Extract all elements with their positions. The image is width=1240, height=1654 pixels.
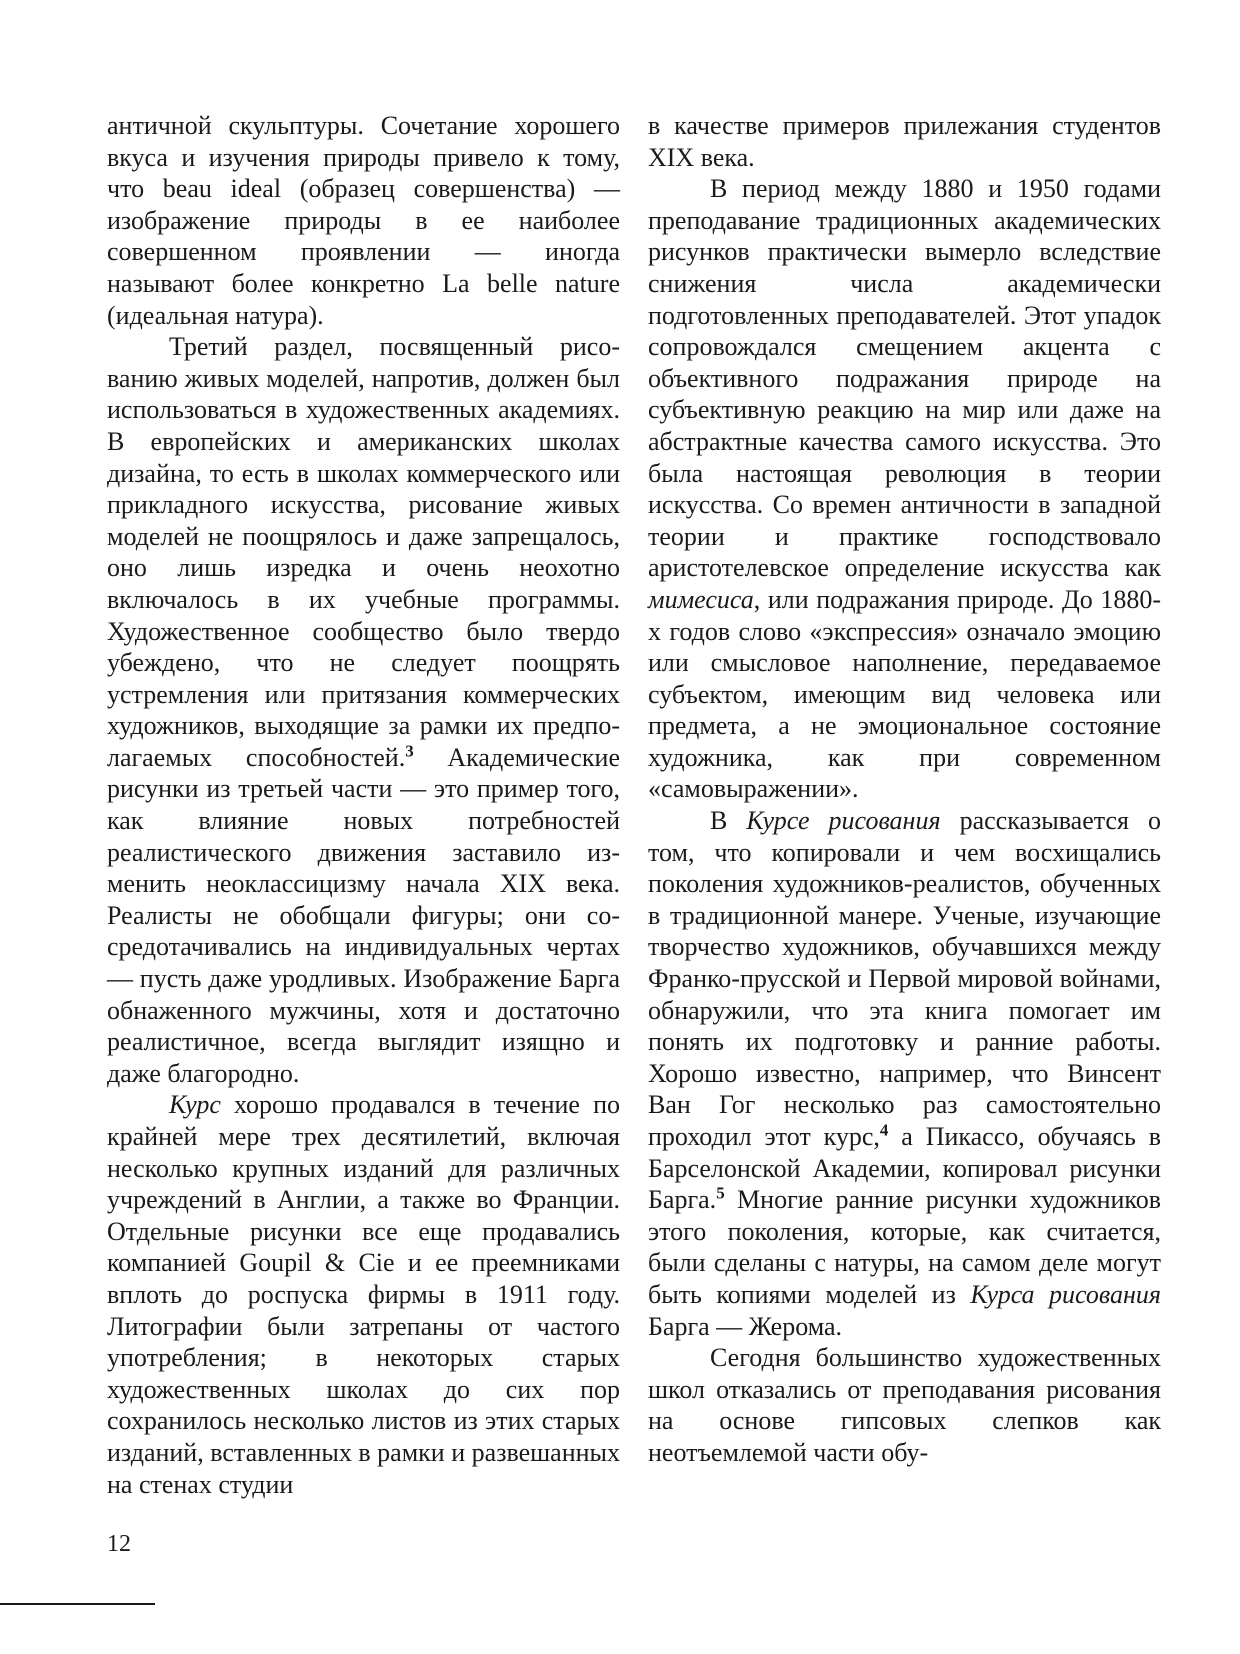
paragraph-text: в качестве примеров прилежания студентов XIX века.: [648, 111, 1161, 172]
paragraph-text: а Пикассо, обучаясь в Барселонской Академии, копировал рисунки Барга.: [648, 1122, 1161, 1215]
paragraph-text: Многие ранние рисунки художников этого поколения, которые, как считается, были сделаны с натуры, на самом деле могут быть копиями моделей из: [648, 1185, 1161, 1309]
paragraph-text: В: [710, 806, 747, 836]
paragraph: [107, 110, 620, 331]
paragraph: [107, 1089, 620, 1500]
paragraph-text: , или подражания природе. До 1880-х годов слово «экспрессия» означало эмоцию или смысловое наполнение, передаваемое субъектом, имеющим вид человека или предмета, а не эмоциональное состояние художника, как при современном «самовыражении».: [648, 584, 1161, 804]
paragraph-text: Академические рисунки из третьей части — это пример того, как влияние новых потребностей реалистического движения заставило изменить неоклассицизму начала XIX века. Реалисты не обобщали фигуры; они сосредотачивались на индивидуальных чертах — пусть даже уродливых. Изображение Барга обнаженного мужчины, хотя и достаточно реалистичное, всегда выглядит изящно и даже благородно.: [107, 742, 620, 1088]
paragraph: [648, 110, 1161, 173]
paragraph-text: Сегодня большинство художественных школ отказались от преподавания рисования на основе гипсовых слепков как неотъемлемой части обу-: [648, 1343, 1161, 1467]
footnote-marker[interactable]: 5: [716, 1183, 725, 1203]
paragraph: [648, 173, 1161, 805]
left-text-column: [107, 110, 620, 1500]
footnote-marker[interactable]: 3: [405, 741, 414, 761]
paragraph: [648, 805, 1161, 1342]
paragraph-text: рассказывается о том, что копировали и чем восхищались поколения художников-реалистов, обученных в традиционной манере. Ученые, изучающие творчество художников, обучавшихся между Франко-прусской и Первой мировой войнами, обнаружили, что эта книга помогает им понять их подготовку и ранние работы. Хорошо известно, например, что Винсент Ван Гог несколько раз самостоятельно проходил этот курс,: [648, 806, 1161, 1151]
italic-book-title: Курсе рисования: [746, 806, 941, 836]
paragraph-text: античной скульптуры. Сочетание хорошего вкуса и изучения природы привело к тому, что beau ideal (образец совершенства) — изображение природы в ее наиболее совершенном проявлении — иногда называют более конкретно La belle nature (идеальная натура).: [107, 111, 620, 330]
paragraph-text: В период между 1880 и 1950 годами преподавание традиционных академических рисунков практически вымерло вследствие снижения числа академически подготовленных преподавателей. Этот упадок сопровождался смещением акцента с объективного подражания природе на субъективную реакцию на мир или даже на абстрактные качества самого искусства. Это была настоящая революция в теории искусства. Со времен античности в западной теории и практике господствовало аристотелевское определение искусства как: [648, 174, 1161, 583]
paragraph-text: Третий раздел, посвященный рисованию живых моделей, напротив, должен был использоваться в художественных академиях. В европейских и американских школах дизайна, то есть в школах коммерческого или прикладного искусства, рисование живых моделей не поощрялось и даже запрещалось, оно лишь изредка и очень неохотно включалось в их учебные программы. Художественное сообщество было твердо убеждено, что не следует поощрять устремления или притязания коммерческих художников, выходящие за рамки их предполагаемых способностей.: [107, 332, 620, 772]
right-text-column: [648, 110, 1161, 1469]
italic-term: мимесиса: [648, 584, 754, 614]
paragraph-text: хорошо продавался в течение по крайней мере трех десятилетий, включая несколько крупных изданий для различных учреждений в Англии, а также во Франции. Отдельные рисунки все еще продавались компанией Goupil & Cie и ее преемниками вплоть до роспуска фирмы в 1911 году. Литографии были затрепаны от частого употребления; в некоторых старых художественных школах до сих пор сохранилось несколько листов из этих старых изданий, вставленных в рамки и развешанных на стенах студии: [107, 1090, 620, 1499]
page-number: 12: [107, 1531, 131, 1557]
footer-rule: [0, 1603, 155, 1605]
footnote-marker[interactable]: 4: [879, 1120, 889, 1140]
italic-book-title: Курса рисования: [970, 1279, 1162, 1309]
paragraph: [648, 1342, 1161, 1468]
paragraph-text: Барга — Жерома.: [648, 1311, 843, 1341]
italic-book-title: Курс: [169, 1090, 221, 1120]
paragraph: [107, 331, 620, 1089]
